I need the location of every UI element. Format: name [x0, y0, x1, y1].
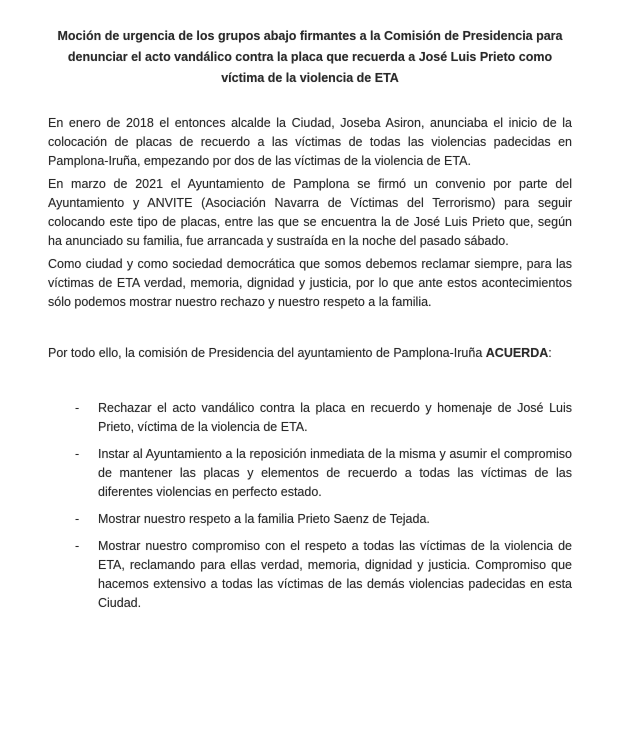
list-item-respeto-familia	[48, 510, 572, 529]
bullet-text: Mostrar nuestro compromiso con el respeto a todas las víctimas de la violencia de ETA, reclamando para ellas verdad, memoria, dignidad y justicia. Compromiso que hacemos extensivo a todas las víctimas de las demás violencias padecidas en esta Ciudad.	[98, 539, 572, 610]
bullet-text: Instar al Ayuntamiento a la reposición inmediata de la misma y asumir el compromiso de mantener las placas y elementos de recuerdo a todas las víctimas de las diferentes violencias en perfecto estado.	[98, 447, 572, 499]
agreement-keyword: ACUERDA	[485, 346, 549, 360]
paragraph-convenio-2021: En marzo de 2021 el Ayuntamiento de Pamplona se firmó un convenio por parte del Ayuntamiento y ANVITE (Asociación Navarra de Víctimas del Terrorismo) para seguir colocando este tipo de placas, entre las que se encuentra la de José Luis Prieto que, según ha anunciado su familia, fue arrancada y sustraída en la noche del pasado sábado.	[48, 177, 572, 248]
document-title: Moción de urgencia de los grupos abajo firmantes a la Comisión de Presidencia para denunciar el acto vandálico contra la placa que recuerda a José Luis Prieto como víctima de la violencia de ETA	[57, 29, 563, 85]
bullet-marker: -	[75, 512, 80, 526]
agreement-prefix: Por todo ello, la comisión de Presidencia del ayuntamiento de Pamplona-Iruña	[48, 346, 486, 360]
bullet-marker: -	[75, 539, 80, 553]
list-item-rechazar	[48, 399, 572, 437]
bullet-text: Mostrar nuestro respeto a la familia Prieto Saenz de Tejada.	[98, 512, 430, 526]
bullet-text: Rechazar el acto vandálico contra la placa en recuerdo y homenaje de José Luis Prieto, víctima de la violencia de ETA.	[98, 401, 572, 434]
list-item-instar	[48, 445, 572, 502]
agreement-suffix: :	[548, 346, 552, 360]
list-item-compromiso	[48, 537, 572, 613]
paragraph-sociedad-democratica: Como ciudad y como sociedad democrática que somos debemos reclamar siempre, para las víctimas de ETA verdad, memoria, dignidad y justicia, por lo que ante estos acontecimientos sólo podemos mostrar nuestro rechazo y nuestro respeto a la familia.	[48, 257, 572, 309]
agreement-list	[48, 399, 572, 613]
bullet-marker: -	[75, 401, 80, 415]
bullet-marker: -	[75, 447, 80, 461]
agreement-lead-line	[48, 344, 572, 363]
paragraph-intro-2018: En enero de 2018 el entonces alcalde la Ciudad, Joseba Asiron, anunciaba el inicio de la colocación de placas de recuerdo a las víctimas de todas las violencias padecidas en Pamplona-Iruña, empezando por dos de las víctimas de la violencia de ETA.	[48, 116, 572, 168]
